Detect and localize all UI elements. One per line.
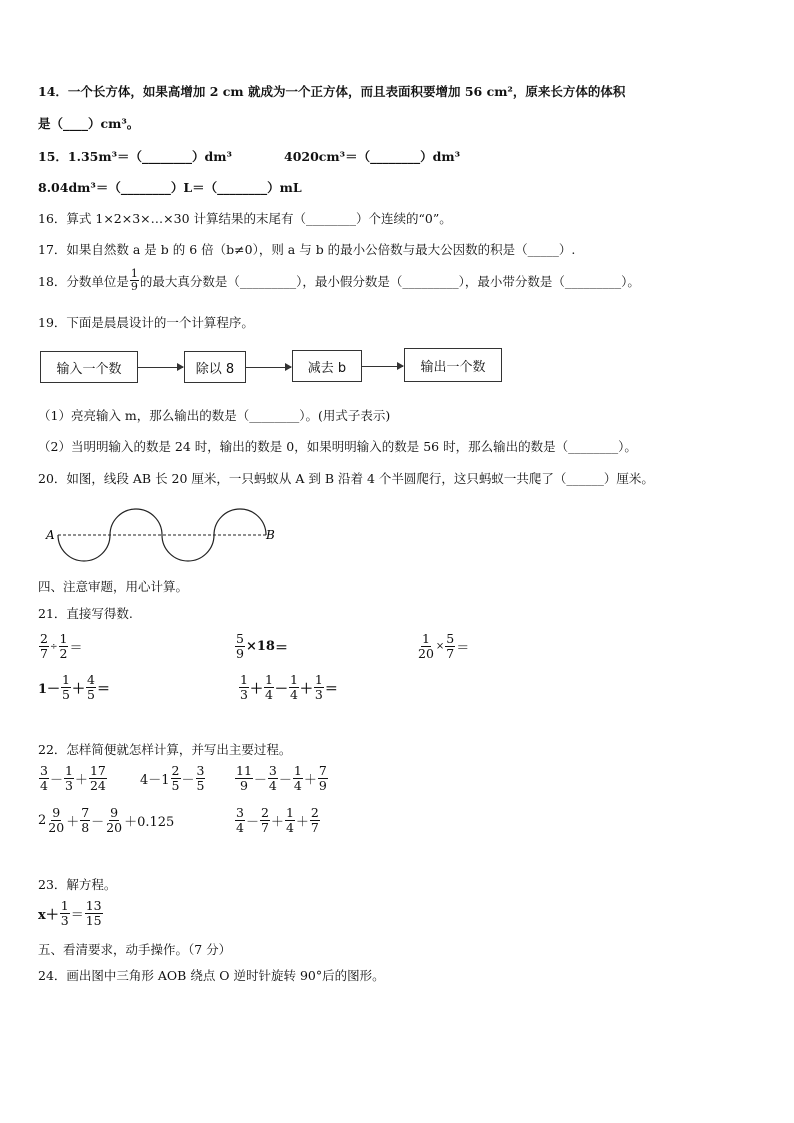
flow-box-input: 输入一个数: [40, 351, 138, 383]
fraction: [235, 632, 245, 661]
denominator: 4: [264, 687, 273, 702]
numerator: 3: [236, 805, 244, 820]
math-symbol: ＝: [324, 682, 338, 697]
denominator: 4: [236, 820, 244, 835]
numerator: 3: [196, 763, 205, 778]
math-symbol: ＋: [74, 773, 88, 788]
q22-expr-3: [234, 764, 329, 793]
denominator: 3: [240, 687, 248, 702]
numerator: 7: [318, 763, 327, 778]
q21-expr-4: [38, 673, 110, 702]
q22-expr-2: [140, 764, 206, 793]
q14-line1: 14．一个长方体，如果高增加 2 cm 就成为一个正方体，而且表面积要增加 56 cm²，原来长方体的体积: [38, 84, 626, 99]
denominator: 4: [293, 778, 302, 793]
fraction: [260, 806, 270, 835]
math-symbol: 4－1: [140, 773, 170, 788]
flow-box-divide: 除以 8: [184, 351, 246, 383]
denominator: 2: [59, 646, 68, 661]
q20: 20．如图，线段 AB 长 20 厘米，一只蚂蚁从 A 到 B 沿着 4 个半圆爬行，这只蚂蚁一共爬了（______）厘米。: [38, 471, 654, 486]
numerator: 2: [310, 805, 319, 820]
fraction: [61, 673, 71, 702]
fraction: [314, 673, 324, 702]
denominator: 4: [285, 820, 294, 835]
q14-line2: 是（____）cm³。: [38, 116, 140, 131]
fraction: [171, 764, 181, 793]
denominator: 4: [268, 778, 277, 793]
math-symbol: ＋: [303, 773, 317, 788]
flow-box-output: 输出一个数: [404, 348, 502, 382]
fraction: [293, 764, 303, 793]
fraction: [80, 806, 90, 835]
fraction: [285, 806, 295, 835]
label-b: B: [266, 528, 275, 542]
math-symbol: ＝: [69, 641, 83, 656]
fraction: [264, 673, 274, 702]
math-symbol: ＋0.125: [124, 815, 175, 830]
math-symbol: ＋: [66, 815, 80, 830]
fraction: [39, 632, 49, 661]
q15-part-c: 8.04dm³＝（________）L＝（________）mL: [38, 180, 302, 195]
fraction: [289, 673, 299, 702]
numerator: 3: [268, 763, 277, 778]
denominator: 7: [310, 820, 319, 835]
semicircle-figure: [40, 503, 290, 565]
fraction: [60, 899, 70, 928]
q19-title: 19．下面是晨晨设计的一个计算程序。: [38, 315, 254, 330]
q22-expr-4: [38, 806, 174, 835]
math-symbol: －: [181, 773, 195, 788]
numerator: 9: [110, 805, 119, 820]
q16: 16．算式 1×2×3×…×30 计算结果的末尾有（________）个连续的“0”。: [38, 211, 452, 226]
fraction: [318, 764, 328, 793]
math-symbol: 1－: [38, 682, 61, 697]
fraction: [196, 764, 206, 793]
math-symbol: ＝: [274, 641, 288, 656]
q18-pre: 18．分数单位是: [38, 273, 129, 289]
numerator: 1: [293, 763, 302, 778]
denominator: 7: [260, 820, 269, 835]
math-symbol: －: [245, 815, 259, 830]
math-symbol: ＋: [72, 682, 86, 697]
fraction: [39, 764, 49, 793]
section-5-heading: 五、看清要求，动手操作。（7 分）: [38, 942, 232, 957]
math-symbol: ＋: [295, 815, 309, 830]
math-symbol: ×: [435, 641, 445, 652]
q17: 17．如果自然数 a 是 b 的 6 倍（b≠0），则 a 与 b 的最小公倍数与最大公因数的积是（_____）.: [38, 242, 576, 257]
math-symbol: ＋: [299, 682, 313, 697]
math-symbol: ＋: [270, 815, 284, 830]
q21-expr-2: [234, 632, 288, 661]
denominator: 24: [89, 778, 106, 793]
denominator: 5: [196, 778, 205, 793]
numerator: 1: [59, 631, 68, 646]
denominator: 7: [446, 646, 455, 661]
fraction: [59, 632, 69, 661]
denominator: 20: [106, 820, 123, 835]
flow-box-subtract: 减去 b: [292, 350, 362, 382]
q22-expr-1: [38, 764, 108, 793]
denominator: 15: [85, 913, 102, 928]
denominator: 7: [40, 646, 48, 661]
math-symbol: ＝: [70, 908, 84, 923]
math-symbol: －: [278, 773, 292, 788]
math-symbol: ＝: [96, 682, 110, 697]
math-symbol: 2: [38, 813, 47, 828]
fraction: [47, 806, 65, 835]
q24: 24．画出图中三角形 AOB 绕点 O 逆时针旋转 90°后的图形。: [38, 968, 385, 983]
math-symbol: ＋: [249, 682, 263, 697]
q22-title: 22．怎样简便就怎样计算，并写出主要过程。: [38, 742, 292, 757]
flow-arrow-2: [245, 367, 291, 368]
denominator: 5: [87, 687, 95, 702]
q21-expr-5: [238, 673, 338, 702]
numerator: 13: [85, 898, 102, 913]
denominator: 20: [48, 820, 65, 835]
fraction: [235, 806, 245, 835]
numerator: 4: [87, 672, 95, 687]
q21-expr-3: [416, 632, 469, 661]
numerator: 5: [236, 631, 244, 646]
fraction: [417, 632, 435, 661]
q18-den: 9: [130, 280, 138, 293]
q15-part-b: 4020cm³＝（________）dm³: [284, 149, 461, 164]
q19-part2: （2）当明明输入的数是 24 时，输出的数是 0，如果明明输入的数是 56 时，那么输出的数是（________）。: [38, 439, 637, 454]
numerator: 2: [40, 631, 48, 646]
q23-equation: [38, 899, 104, 928]
math-symbol: －: [91, 815, 105, 830]
denominator: 4: [289, 687, 298, 702]
math-symbol: ＝: [456, 641, 470, 656]
numerator: 1: [62, 672, 70, 687]
numerator: 1: [60, 898, 69, 913]
q21-title: 21．直接写得数.: [38, 606, 133, 621]
denominator: 8: [81, 820, 90, 835]
q18-num: 1: [130, 267, 138, 280]
q21-expr-1: [38, 632, 82, 661]
numerator: 17: [89, 763, 106, 778]
denominator: 3: [60, 913, 69, 928]
fraction: [86, 673, 96, 702]
math-symbol: －: [49, 773, 63, 788]
numerator: 1: [289, 672, 298, 687]
math-symbol: x＋: [38, 908, 59, 923]
numerator: 1: [421, 631, 430, 646]
numerator: 1: [240, 672, 248, 687]
numerator: 5: [446, 631, 455, 646]
q18-fraction: [130, 268, 139, 293]
denominator: 9: [239, 778, 248, 793]
math-symbol: ÷: [49, 641, 58, 652]
numerator: 11: [236, 763, 252, 778]
denominator: 4: [40, 778, 48, 793]
numerator: 1: [285, 805, 294, 820]
math-symbol: －: [253, 773, 267, 788]
q15-part-a: 15．1.35m³＝（________）dm³: [38, 149, 232, 164]
fraction: [239, 673, 249, 702]
denominator: 3: [314, 687, 323, 702]
fraction: [235, 764, 253, 793]
fraction: [310, 806, 320, 835]
numerator: 7: [81, 805, 90, 820]
numerator: 2: [260, 805, 269, 820]
fraction: [105, 806, 123, 835]
numerator: 2: [171, 763, 180, 778]
denominator: 5: [62, 687, 70, 702]
section-4-heading: 四、注意审题，用心计算。: [38, 579, 189, 594]
numerator: 9: [52, 805, 61, 820]
label-a: A: [46, 528, 55, 542]
math-symbol: ×18: [245, 639, 275, 654]
math-symbol: －: [274, 682, 288, 697]
denominator: 3: [64, 778, 73, 793]
q18-post: 的最大真分数是（_________），最小假分数是（_________），最小带分数是（_________）。: [139, 273, 640, 289]
numerator: 1: [314, 672, 323, 687]
fraction: [445, 632, 455, 661]
numerator: 1: [64, 763, 73, 778]
denominator: 5: [171, 778, 180, 793]
q22-expr-5: [234, 806, 321, 835]
q19-part1: （1）亮亮输入 m，那么输出的数是（________）。(用式子表示): [38, 408, 391, 423]
numerator: 3: [40, 763, 48, 778]
flow-arrow-1: [137, 367, 183, 368]
q18: [38, 268, 640, 293]
fraction: [64, 764, 74, 793]
denominator: 20: [418, 646, 434, 661]
q23-title: 23．解方程。: [38, 877, 117, 892]
fraction: [85, 899, 103, 928]
fraction: [268, 764, 278, 793]
flow-arrow-3: [361, 366, 403, 367]
fraction: [89, 764, 107, 793]
denominator: 9: [318, 778, 327, 793]
denominator: 9: [236, 646, 244, 661]
numerator: 1: [264, 672, 273, 687]
